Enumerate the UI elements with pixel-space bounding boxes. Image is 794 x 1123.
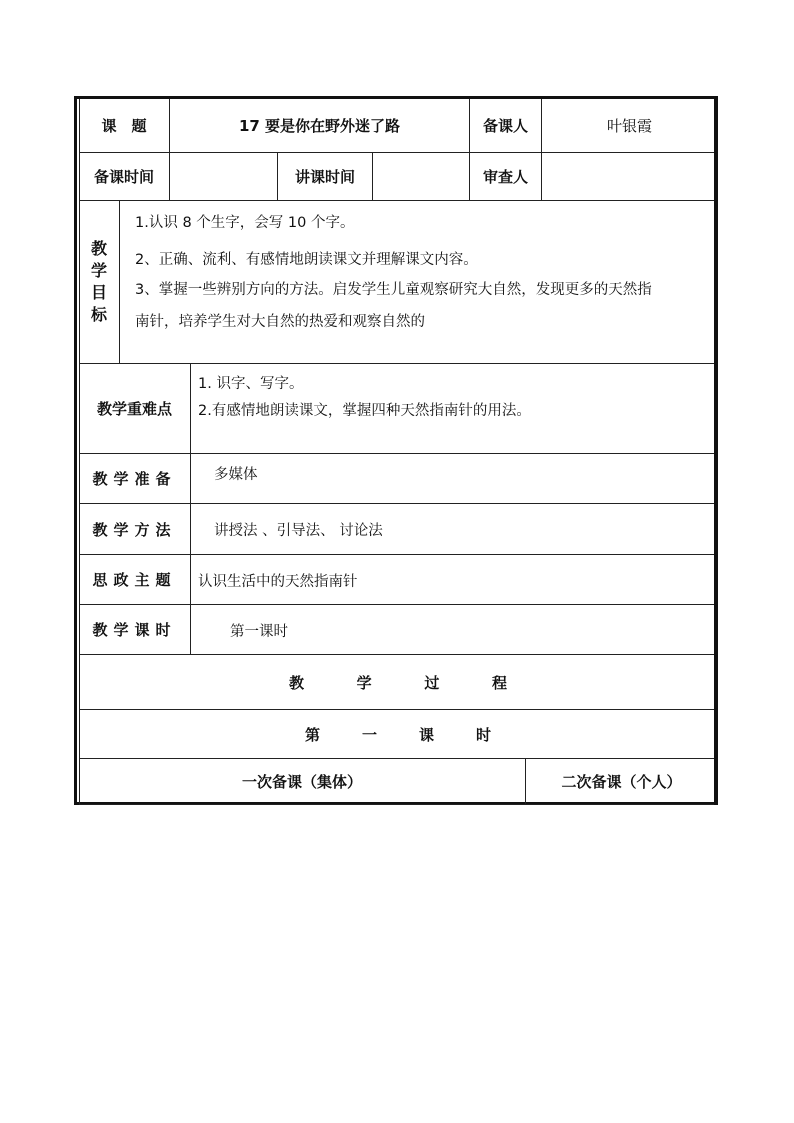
period-label: 教学课时 [92, 621, 177, 639]
method-label: 教学方法 [92, 520, 177, 539]
lecture-time-label: 讲课时间 [294, 168, 355, 186]
prep-value: 多媒体 [214, 467, 258, 483]
reviewer-label: 审查人 [482, 168, 528, 186]
session-title [79, 710, 717, 758]
session-title-char: 第 [305, 725, 321, 744]
theme-value: 认识生活中的天然指南针 [198, 574, 358, 590]
process-title-char: 程 [491, 673, 507, 692]
session-title-char: 一 [361, 725, 377, 744]
goals-content [135, 213, 715, 332]
goals-label-char: 学 [90, 261, 107, 280]
period-value: 第一课时 [230, 624, 288, 640]
session-title-char: 时 [475, 725, 491, 744]
goal-line: 1.认识 8 个生字，会写 10 个字。 [135, 215, 355, 231]
individual-prep-header: 二次备课（个人） [561, 773, 682, 791]
session-title-char: 课 [418, 725, 434, 744]
key-points-label: 教学重难点 [96, 400, 172, 418]
goals-label [79, 201, 119, 363]
key-point-line: 2.有感情地朗读课文，掌握四种天然指南针的用法。 [198, 403, 531, 419]
lesson-plan-table [74, 96, 718, 805]
goal-line: 3、掌握一些辨别方向的方法。启发学生儿童观察研究大自然，发现更多的天然指 [135, 282, 652, 298]
reviewer-value [542, 153, 717, 200]
topic-value: 17 要是你在野外迷了路 [238, 117, 401, 135]
theme-label: 思政主题 [92, 571, 177, 589]
method-value: 讲授法 、引导法、 讨论法 [214, 523, 383, 539]
topic-label: 课 题 [101, 117, 147, 135]
prep-time-label: 备课时间 [93, 168, 154, 186]
goal-line: 2、正确、流利、有感情地朗读课文并理解课文内容。 [135, 252, 478, 268]
preparer-label: 备课人 [482, 117, 528, 135]
prep-time-value [170, 153, 277, 200]
key-points-content [198, 374, 713, 421]
process-title-char: 教 [289, 673, 305, 692]
process-title-char: 学 [356, 673, 372, 692]
preparer-value: 叶银霞 [606, 117, 652, 135]
goals-label-char: 教 [90, 239, 107, 258]
collective-prep-header: 一次备课（集体） [241, 773, 362, 791]
process-title-char: 过 [424, 673, 440, 692]
goals-label-char: 标 [90, 305, 107, 324]
prep-label: 教学准备 [92, 470, 177, 488]
goals-label-char: 目 [90, 283, 107, 302]
key-point-line: 1. 识字、写字。 [198, 376, 304, 392]
goal-line: 南针，培养学生对大自然的热爱和观察自然的 [135, 314, 425, 330]
process-title [79, 655, 717, 709]
lecture-time-value [373, 153, 469, 200]
